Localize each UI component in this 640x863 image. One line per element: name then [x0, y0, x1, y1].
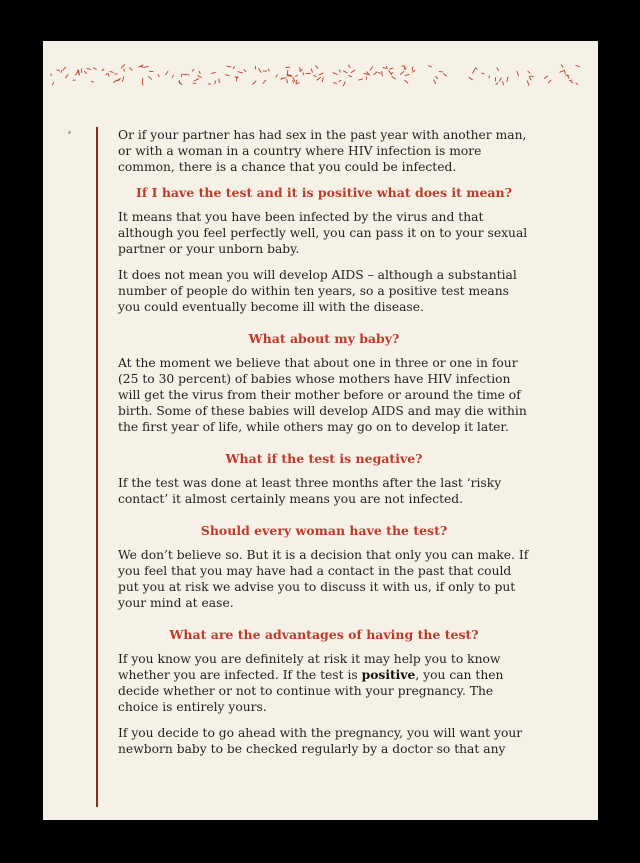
margin-rule: [96, 127, 98, 807]
confetti-dash: [173, 75, 174, 77]
confetti-dash: [517, 71, 519, 75]
confetti-dash: [61, 71, 62, 73]
leaflet-body: [118, 127, 530, 767]
confetti-dash: [349, 76, 352, 77]
confetti-dash: [339, 70, 340, 72]
confetti-dash: [108, 74, 109, 77]
confetti-dash: [158, 75, 159, 77]
confetti-dash: [106, 73, 108, 75]
confetti-dash: [378, 73, 380, 74]
confetti-dash: [276, 75, 278, 77]
confetti-dash: [110, 71, 113, 72]
confetti-dash: [322, 78, 323, 82]
confetti-dash: [382, 72, 383, 77]
confetti-dash: [293, 80, 294, 82]
paragraph-every-woman: We don’t believe so. But it is a decision that only you can make. If you feel that you may have had a contact in the past that could put you at risk we advise you to discuss it with us, if only to put your mind at ease.: [118, 548, 529, 610]
intro-paragraph: Or if your partner has had sex in the past year with another man, or with a woman in a country where HIV infection is more common, there is a chance that you could be infected.: [118, 128, 527, 174]
confetti-dash: [233, 67, 234, 69]
confetti-dash: [253, 81, 257, 84]
confetti-dash: [444, 74, 447, 77]
confetti-dash: [316, 66, 318, 69]
confetti-dash: [317, 77, 321, 80]
confetti-dash: [400, 72, 403, 75]
confetti-dash: [412, 67, 413, 70]
confetti-dash: [295, 76, 297, 77]
confetti-dash: [507, 77, 508, 82]
confetti-dash: [76, 72, 78, 75]
confetti-dash: [334, 83, 337, 84]
paragraph-positive-1: It means that you have been infected by the virus and that although you feel perfectly well, you can pass it on to your sexual partner or your unborn baby.: [118, 210, 528, 256]
confetti-dash: [496, 83, 498, 85]
confetti-dash: [314, 76, 317, 77]
confetti-dash: [166, 71, 168, 75]
heading-every-woman: Should every woman have the test?: [200, 523, 448, 538]
confetti-dash: [186, 74, 189, 75]
confetti-dash: [244, 70, 246, 72]
confetti-dash: [386, 66, 387, 68]
confetti-dash: [263, 80, 266, 83]
confetti-dash: [183, 74, 185, 75]
confetti-dash: [390, 68, 394, 69]
confetti-dash: [503, 82, 504, 85]
confetti-dash: [436, 76, 438, 78]
confetti-dash: [343, 82, 345, 86]
confetti-dash: [211, 72, 215, 73]
confetti-dash: [63, 67, 66, 70]
confetti-dash: [412, 70, 414, 72]
confetti-dash: [53, 82, 54, 85]
confetti-dash: [374, 72, 377, 75]
confetti-dash: [238, 72, 243, 73]
confetti-dash: [148, 76, 151, 79]
confetti-dash: [319, 73, 323, 75]
confetti-dash: [219, 79, 220, 83]
confetti-dash: [561, 65, 563, 68]
confetti-dash: [576, 66, 580, 67]
confetti-dash: [143, 66, 148, 67]
confetti-dash: [91, 82, 93, 83]
margin-dot: [68, 131, 71, 134]
confetti-dash: [333, 73, 337, 75]
paragraph-positive-2: It does not mean you will develop AIDS – although a substantial number of people do within ten years, so a positive test means you could eventually become ill with the disease.: [118, 268, 517, 314]
confetti-dash: [359, 79, 363, 80]
confetti-dash: [303, 73, 304, 75]
confetti-dash: [405, 74, 409, 75]
confetti-dash: [531, 76, 533, 77]
confetti-dash: [339, 80, 341, 81]
paragraph-negative: If the test was done at least three months after the last ‘risky contact’ it almost certainly means you are not infected.: [118, 476, 502, 506]
confetti-dash: [343, 71, 347, 73]
confetti-dash: [528, 71, 530, 73]
confetti-dash: [349, 65, 351, 68]
confetti-dash: [391, 73, 393, 74]
confetti-dash: [181, 74, 182, 77]
confetti-dash: [102, 69, 104, 70]
confetti-dash: [429, 66, 432, 67]
confetti-dash: [434, 80, 436, 84]
confetti-dash: [226, 75, 230, 76]
confetti-dash: [473, 69, 475, 73]
confetti-dash: [482, 73, 485, 74]
confetti-dash: [296, 80, 297, 83]
confetti-dash: [142, 82, 143, 85]
confetti-dash: [119, 79, 121, 80]
confetti-dash: [84, 71, 86, 73]
confetti-dash: [287, 80, 288, 83]
paragraph-advantages-2: If you decide to go ahead with the pregnancy, you will want your newborn baby to be checked regularly by a doctor so that any: [118, 726, 523, 756]
confetti-dash: [198, 76, 202, 78]
confetti-dash: [142, 79, 143, 83]
confetti-dash: [192, 69, 194, 71]
heading-negative-result: What if the test is negative?: [225, 451, 423, 466]
confetti-dash: [569, 80, 572, 81]
confetti-dash: [527, 81, 529, 86]
confetti-dash: [215, 81, 216, 84]
paragraph-baby: At the moment we believe that about one in three or one in four (25 to 30 percent) of babies whose mothers have HIV infection will get the virus from their mother before or around the time of birth. Some of these babies will develop AIDS and may die within the first year of life, while others may go on to develop it later.: [118, 356, 527, 434]
heading-positive-result: If I have the test and it is positive what does it mean?: [136, 185, 512, 200]
confetti-dash: [545, 76, 548, 79]
advantages-text-before: If you know you are definitely at risk it may help you to know whether you are infected. If the test is: [118, 652, 501, 682]
confetti-dash: [497, 68, 499, 71]
heading-baby: What about my baby?: [248, 331, 400, 346]
confetti-dash: [130, 68, 132, 71]
confetti-dash: [576, 83, 578, 85]
confetti-dash: [269, 69, 270, 71]
confetti-dash: [94, 68, 97, 69]
confetti-dash: [392, 77, 396, 80]
confetti-border-decoration: [43, 63, 598, 87]
heading-advantages: What are the advantages of having the test?: [169, 627, 479, 642]
advantages-text-after: , you can then decide whether or not to continue with your pregnancy. The choice is entirely yours.: [118, 668, 504, 714]
confetti-dash: [227, 66, 231, 67]
confetti-dash: [87, 68, 91, 69]
confetti-dash: [383, 67, 386, 68]
confetti-dash: [259, 69, 262, 73]
confetti-dash: [560, 71, 564, 73]
confetti-dash: [194, 79, 199, 81]
confetti-dash: [113, 80, 117, 83]
confetti-dash: [122, 77, 123, 82]
leaflet-page: [43, 41, 598, 820]
confetti-dash: [499, 78, 501, 81]
confetti-dash: [311, 69, 312, 72]
confetti-dash: [405, 80, 408, 83]
paragraph-advantages-1: [118, 651, 530, 715]
confetti-dash: [571, 81, 573, 83]
confetti-dash: [548, 80, 551, 83]
advantages-bold-word: positive: [361, 667, 416, 682]
confetti-dash: [565, 70, 566, 74]
confetti-dash: [121, 65, 124, 68]
confetti-dash: [57, 70, 60, 71]
confetti-dash: [529, 76, 531, 80]
confetti-dash: [199, 71, 200, 73]
confetti-dash: [66, 75, 68, 78]
confetti-dash: [351, 70, 355, 72]
confetti-dash: [287, 70, 288, 75]
confetti-dash: [469, 77, 472, 80]
confetti-dash: [370, 67, 372, 71]
confetti-dash: [568, 76, 570, 79]
confetti-dash: [475, 68, 477, 69]
